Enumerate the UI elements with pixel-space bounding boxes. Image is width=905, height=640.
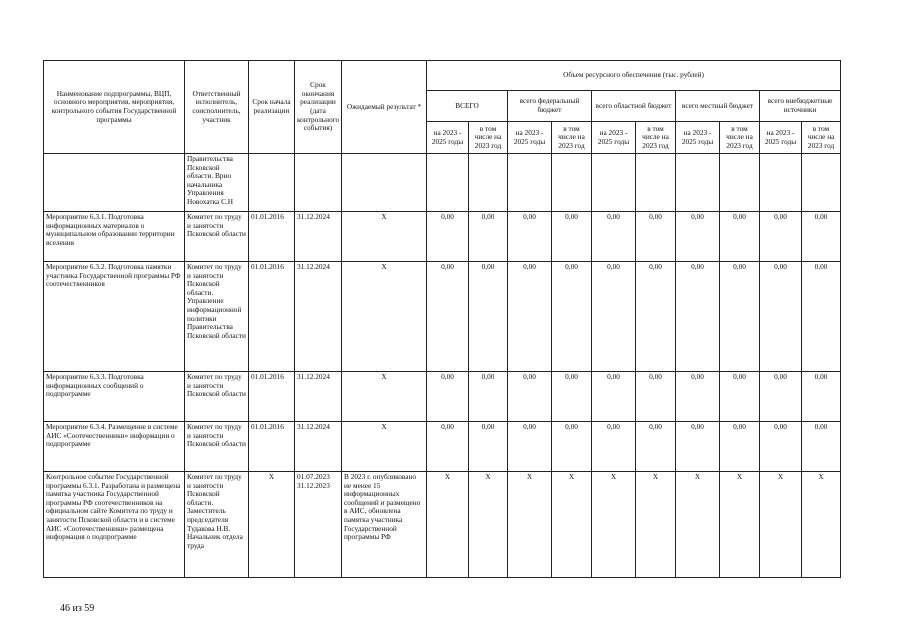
row-value-cell: 0,00 [552,262,592,372]
row-value-cell [676,154,720,212]
row-value-cell: 0,00 [676,262,720,372]
row-end-date: 31.12.2024 [295,262,342,372]
row-value-cell: 0,00 [760,262,802,372]
row-value-cell: 0,00 [676,212,720,262]
row-value-cell: 0,00 [552,212,592,262]
row-expected-result: X [342,372,427,422]
row-value-cell [636,154,676,212]
header-subcol-period: на 2023 - 2025 годы [760,122,802,154]
row-end-date: 01.07.2023 31.12.2023 [295,472,342,578]
row-start-date: X [249,472,295,578]
row-name: Контрольное событие Государственной программы 6.3.1. Разработана и размещена памятка участника Государственной программы РФ соотечественников на официальном сайте Комитета по труду и занятости Псковской области и в системе АИС «Соотечественники» размещена информация о подпрограмме [44,472,185,578]
row-value-cell: 0,00 [427,262,469,372]
header-subcol-year: в том числе на 2023 год [720,122,760,154]
row-value-cell [469,154,508,212]
header-subcol-period: на 2023 - 2025 годы [592,122,636,154]
row-value-cell: 0,00 [802,212,841,262]
row-value-cell: 0,00 [636,212,676,262]
row-start-date: 01.01.2016 [249,262,295,372]
row-expected-result: X [342,212,427,262]
header-executor: Ответственный исполнитель, соисполнитель, участник [185,61,249,154]
header-group-total: ВСЕГО [427,91,508,122]
row-end-date: 31.12.2024 [295,422,342,472]
header-subcol-period: на 2023 - 2025 годы [508,122,552,154]
row-value-cell: 0,00 [469,212,508,262]
row-value-cell: 0,00 [636,262,676,372]
row-value-cell [552,154,592,212]
header-start-date: Срок начала реализации [249,61,295,154]
row-expected-result [342,154,427,212]
row-value-cell [427,154,469,212]
row-value-cell: 0,00 [676,422,720,472]
header-subcol-year: в том числе на 2023 год [552,122,592,154]
row-expected-result: X [342,262,427,372]
header-resource-volume: Объем ресурсного обеспечения (тыс. рублей) [427,61,841,91]
table-row [44,472,841,578]
row-value-cell: 0,00 [469,262,508,372]
header-group-federal: всего федеральный бюджет [508,91,592,122]
row-value-cell: X [760,472,802,578]
row-value-cell: 0,00 [802,262,841,372]
row-name [44,154,185,212]
page-number: 46 из 59 [60,603,95,614]
row-value-cell [720,154,760,212]
row-value-cell: 0,00 [720,212,760,262]
row-end-date: 31.12.2024 [295,372,342,422]
row-name: Мероприятие 6.3.2. Подготовка памятки участника Государственной программы РФ соотечественников [44,262,185,372]
row-value-cell: 0,00 [592,372,636,422]
row-start-date: 01.01.2016 [249,372,295,422]
table-row [44,422,841,472]
header-subcol-period: на 2023 - 2025 годы [427,122,469,154]
header-subcol-year: в том числе на 2023 год [469,122,508,154]
table-row [44,262,841,372]
row-value-cell: 0,00 [508,212,552,262]
header-subcol-period: на 2023 - 2025 годы [676,122,720,154]
row-value-cell: 0,00 [720,262,760,372]
row-value-cell: X [636,472,676,578]
row-name: Мероприятие 6.3.1. Подготовка информационных материалов о муниципальном образовании территории вселения [44,212,185,262]
row-value-cell: 0,00 [552,422,592,472]
row-value-cell: 0,00 [552,372,592,422]
header-expected-result: Ожидаемый результат * [342,61,427,154]
row-value-cell: 0,00 [760,212,802,262]
row-start-date: 01.01.2016 [249,422,295,472]
row-expected-result: В 2023 г. опубликовано не менее 15 информационных сообщений и размещено в АИС, обновлена памятка участника Государственной программы РФ [342,472,427,578]
row-value-cell [592,154,636,212]
row-value-cell: 0,00 [508,372,552,422]
row-start-date: 01.01.2016 [249,212,295,262]
row-value-cell: X [469,472,508,578]
row-value-cell: X [676,472,720,578]
row-value-cell: 0,00 [636,372,676,422]
row-end-date [295,154,342,212]
header-group-local: всего местный бюджет [676,91,760,122]
header-end-date: Срок окончания реализации (дата контрольного события) [295,61,342,154]
row-value-cell: 0,00 [508,422,552,472]
row-value-cell: 0,00 [760,422,802,472]
row-value-cell: X [508,472,552,578]
header-group-extrabudget: всего внебюджетные источники [760,91,841,122]
row-value-cell: 0,00 [760,372,802,422]
table-row [44,212,841,262]
table-row [44,372,841,422]
row-value-cell: 0,00 [676,372,720,422]
row-value-cell: 0,00 [427,212,469,262]
header-subcol-year: в том числе на 2023 год [802,122,841,154]
row-value-cell: X [592,472,636,578]
row-value-cell [508,154,552,212]
row-value-cell: 0,00 [427,372,469,422]
row-value-cell: 0,00 [592,262,636,372]
row-value-cell: X [720,472,760,578]
row-executor: Комитет по труду и занятости Псковской области [185,422,249,472]
row-value-cell: 0,00 [802,372,841,422]
row-executor: Комитет по труду и занятости Псковской области. Заместитель председателя Тудакова Н.В. Начальник отдела труда [185,472,249,578]
row-value-cell: 0,00 [592,422,636,472]
table-row [44,154,841,212]
row-value-cell [802,154,841,212]
row-executor: Правительства Псковской области. Врио начальника Управления Новохатка С.Н [185,154,249,212]
row-start-date [249,154,295,212]
row-name: Мероприятие 6.3.4. Размещение в системе АИС «Соотечественники» информации о подпрограмме [44,422,185,472]
row-value-cell: 0,00 [427,422,469,472]
row-value-cell: 0,00 [469,372,508,422]
row-executor: Комитет по труду и занятости Псковской области [185,212,249,262]
header-name: Наименование подпрограммы, ВЦП, основного мероприятия, мероприятия, контрольного события Государственной программы [44,61,185,154]
row-value-cell: 0,00 [720,372,760,422]
row-executor: Комитет по труду и занятости Псковской области. Управление информационной политики Правительства Псковской области [185,262,249,372]
row-value-cell: X [552,472,592,578]
header-subcol-year: в том числе на 2023 год [636,122,676,154]
row-value-cell: X [427,472,469,578]
row-value-cell: 0,00 [802,422,841,472]
row-value-cell: 0,00 [508,262,552,372]
resource-table [43,60,841,578]
row-value-cell: 0,00 [469,422,508,472]
row-executor: Комитет по труду и занятости Псковской области [185,372,249,422]
row-value-cell: X [802,472,841,578]
row-name: Мероприятие 6.3.3. Подготовка информационных сообщений о подпрограмме [44,372,185,422]
row-value-cell: 0,00 [720,422,760,472]
row-value-cell [760,154,802,212]
header-group-regional: всего областной бюджет [592,91,676,122]
row-value-cell: 0,00 [636,422,676,472]
row-expected-result: X [342,422,427,472]
row-value-cell: 0,00 [592,212,636,262]
row-end-date: 31.12.2024 [295,212,342,262]
